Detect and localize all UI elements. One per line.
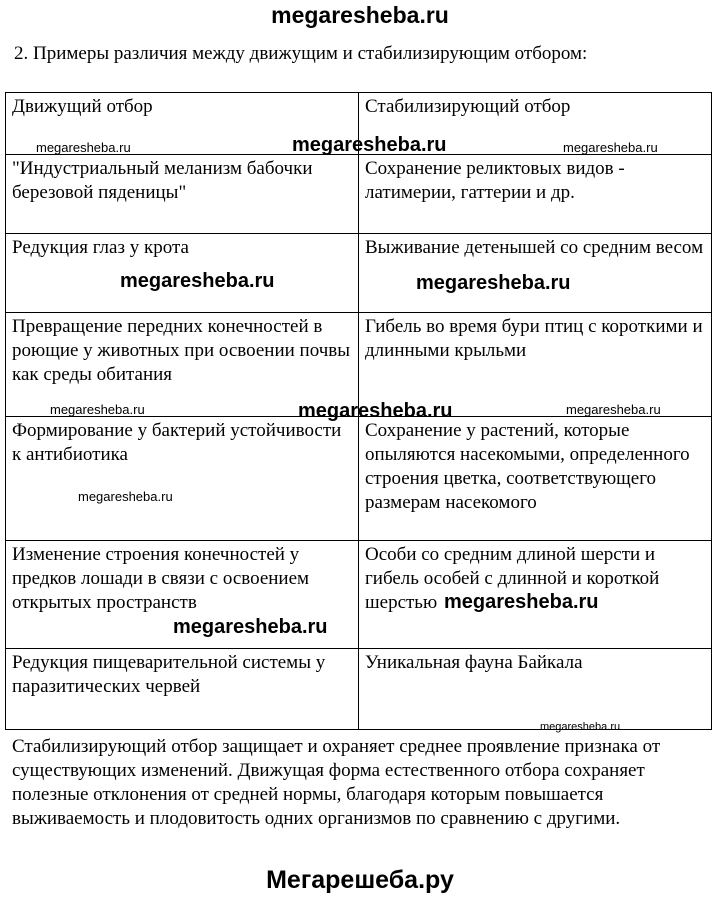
table-row xyxy=(6,234,712,313)
conclusion-text: Стабилизирующий отбор защищает и охраняет среднее проявление признака от существующих изменений. Движущая форма естественного отбора сохраняет полезные отклонения от средней нормы, благодаря которым повышается выживаемость и плодовитость одних организмов по сравнению с другими. xyxy=(12,736,661,829)
watermark: megaresheba.ru xyxy=(563,140,658,155)
table-cell: Изменение строения конечностей у предков лошади в связи с освоением открытых пространств xyxy=(6,541,359,649)
site-footer-logo: Мегарешеба.ру xyxy=(266,866,454,894)
table-cell: Сохранение реликтовых видов - латимерии, гаттерии и др. xyxy=(359,155,712,234)
watermark: megaresheba.ru xyxy=(292,134,447,156)
table-cell: Гибель во время бури птиц с короткими и длинными крыльми xyxy=(359,313,712,417)
watermark: megaresheba.ru xyxy=(298,400,453,422)
table-cell: Превращение передних конечностей в роющие у животных при освоении почвы как среды обитания xyxy=(6,313,359,417)
table-cell: Редукция пищеварительной системы у паразитических червей xyxy=(6,649,359,730)
task-title: 2. Примеры различия между движущим и стабилизирующим отбором: xyxy=(14,43,588,64)
watermark: megaresheba.ru xyxy=(36,140,131,155)
table-row xyxy=(6,417,712,541)
table-row xyxy=(6,155,712,234)
table-row xyxy=(6,541,712,649)
table-cell: Формирование у бактерий устойчивости к антибиотика xyxy=(6,417,359,541)
table-cell: Сохранение у растений, которые опыляются насекомыми, определенного строения цветка, соответствующего размерам насекомого xyxy=(359,417,712,541)
table-cell: Уникальная фауна Байкала xyxy=(359,649,712,730)
table-row xyxy=(6,649,712,730)
watermark: megaresheba.ru xyxy=(78,489,173,504)
header-stabilizing-selection: Стабилизирующий отбор xyxy=(359,93,712,155)
table-cell: Особи со средним длиной шерсти и гибель особей с длинной и короткой шерстью xyxy=(359,541,712,649)
watermark: megaresheba.ru xyxy=(50,402,145,417)
watermark: megaresheba.ru xyxy=(120,270,275,292)
watermark: megaresheba.ru xyxy=(540,721,621,733)
watermark: megaresheba.ru xyxy=(173,616,328,638)
site-header-logo: megaresheba.ru xyxy=(271,2,449,28)
watermark: megaresheba.ru xyxy=(444,591,599,613)
table-cell: Выживание детенышей со средним весом xyxy=(359,234,712,313)
watermark: megaresheba.ru xyxy=(566,402,661,417)
table-cell: "Индустриальный меланизм бабочки березовой пяденицы" xyxy=(6,155,359,234)
header-driving-selection: Движущий отбор xyxy=(6,93,359,155)
table-cell: Редукция глаз у крота xyxy=(6,234,359,313)
watermark: megaresheba.ru xyxy=(416,272,571,294)
